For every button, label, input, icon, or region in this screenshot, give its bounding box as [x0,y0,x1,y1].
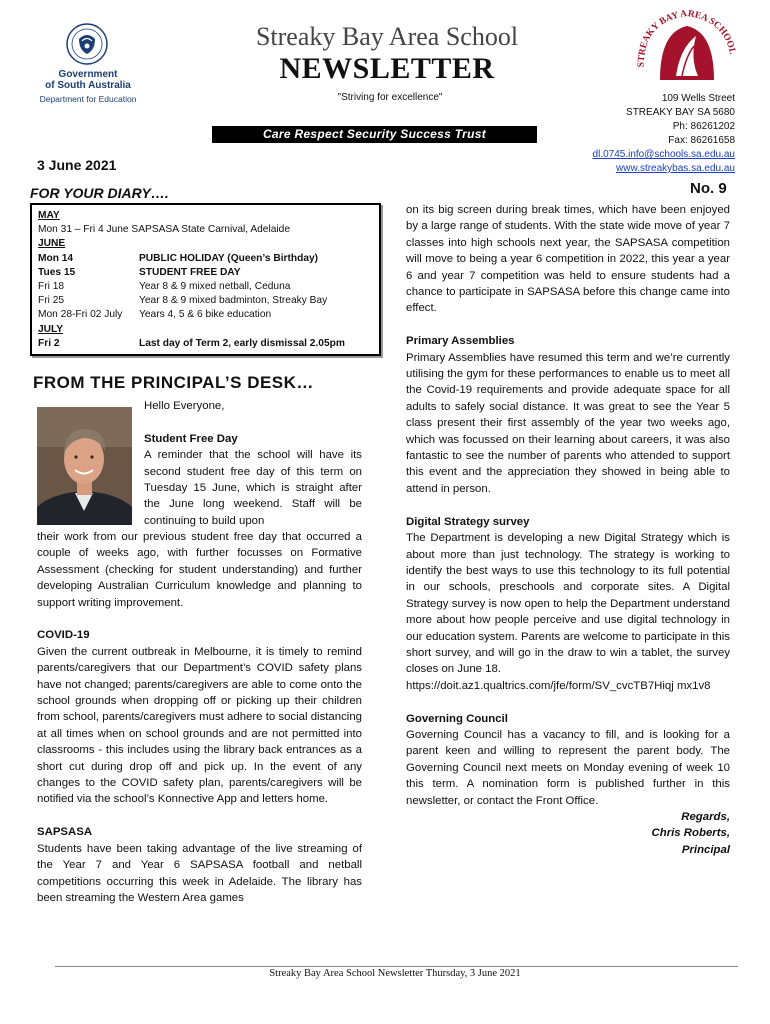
student-free-day-heading: Student Free Day [144,432,238,445]
address-phone: Ph: 86261202 [672,121,735,132]
diary-entry: Fri 25 Year 8 & 9 mixed badminton, Streaky Bay [38,295,328,307]
newsletter-title: NEWSLETTER [279,52,495,85]
newsletter-date: 3 June 2021 [37,157,117,173]
footer-divider [55,966,738,967]
principal-left-column [37,529,362,906]
principal-intro [144,398,362,529]
survey-link[interactable]: https://doit.az1.qualtrics.com/jfe/form/SV_cvcTB7Hiqj mx1v8 [406,679,711,692]
signoff-title: Principal [681,843,730,856]
covid-text: Given the current outbreak in Melbourne, it is timely to remind parents/caregivers that our Department’s COVID safety plans have not changed; parents/caregivers are able to come onto the school grounds when dropping off or picking up their children from school, parents/caregivers must adhere to social distancing at all times when on school grounds and are not permitted into classrooms - this includes using the library back entrances as a short cut during drop off and pick up. In the event of any changes to the COVID safety plan, parents/caregivers will be notified via the school’s Konnective App and letters home. [37,645,362,806]
diary-month-may: MAY [38,210,60,221]
gov-department: Department for Education [39,94,137,104]
issue-number: No. 9 [690,180,727,197]
principal-heading: FROM THE PRINCIPAL’S DESK… [33,373,314,392]
signoff-name: Chris Roberts, [651,827,730,840]
crest-icon [65,22,109,66]
sapsasa-text-cont: on its big screen during break times, which have been enjoyed by a large range of students. With the state wide move of year 7 classes into high schools next year, the SAPSASA competition will move to being a year 6 competition in 2022, this year a year 6 and year 7 competition was held to ensure students had a chance to participate in SAPSASA before this change came into effect. [406,204,730,315]
address-town: STREAKY BAY SA 5680 [626,107,735,118]
assemblies-text: Primary Assemblies have resumed this term and we’re currently utilising the gym for these performances to enable us to meet all the Covid-19 requirements and provide adequate space for all adults to safely social distance. It was great to see the Year 5 class present their first assembly of the year two weeks ago, which was focussed on their learning about careers, it was also fantastic to see the number of parents who attended to support this event and the appreciation they showed in being able to attend in person. [406,351,730,495]
principal-photo [37,407,132,525]
diary-entry: Fri 2 Last day of Term 2, early dismissal 2.05pm [38,337,345,349]
diary-entry: Fri 18 Year 8 & 9 mixed netball, Ceduna [38,281,291,293]
diary-entry: Mon 14 PUBLIC HOLIDAY (Queen’s Birthday) [38,252,319,264]
logo-lettering: STREAKY BAY AREA SCHOOL [636,10,738,68]
school-logo [630,10,745,90]
digital-strategy-heading: Digital Strategy survey [406,515,530,528]
diary-entry: Mon 28-Fri 02 July Years 4, 5 & 6 bike education [38,309,272,321]
school-motto: "Striving for excellence" [337,92,443,103]
diary-entry: Tues 15 STUDENT FREE DAY [38,266,241,278]
diary-month-june: JUNE [38,238,66,250]
address-street: 109 Wells Street [661,93,735,104]
assemblies-heading: Primary Assemblies [406,335,515,348]
covid-heading: COVID-19 [37,629,90,642]
email-link[interactable]: dl.0745.info@schools.sa.edu.au [592,149,735,160]
school-name: Streaky Bay Area School [255,22,519,51]
diary-box [30,203,381,356]
diary-entry-may: Mon 31 – Fri 4 June SAPSASA State Carnival, Adelaide [38,224,290,236]
greeting: Hello Everyone, [144,400,225,412]
diary-month-july: JULY [38,323,64,335]
gov-line1: Government [58,69,118,80]
signoff-regards: Regards, [681,810,730,823]
diary-title: FOR YOUR DIARY…. [30,185,169,201]
sapsasa-heading: SAPSASA [37,826,93,839]
gov-line2: of South Australia [45,80,131,91]
student-free-day-text: A reminder that the school will have its second student free day of this term on Tuesday 15 June, which is straight after the June long weekend. Staff will be continuing to build upon [144,449,362,527]
principal-right-column [406,202,730,858]
governing-council-text: Governing Council has a vacancy to fill, and is looking for a parent keen and willing to represent the parent body. The Governing Council next meets on Monday evening of week 10 this term. A nomination form is published further in this newsletter, or contact the Front Office. [406,728,730,807]
government-logo [38,22,138,104]
digital-strategy-text: The Department is developing a new Digital Strategy which is about more than just technology. The strategy is working to identify the best ways to use this technology to its full potential in our schools, preschools and corporate sites. A Digital Strategy survey is now open to help the Department understand more about how people perceive and use digital technology in our education system. Parents are welcome to participate in this short survey, and will go in the draw to win a tablet, the survey closes on June 18. [406,532,730,676]
website-link[interactable]: www.streakybas.sa.edu.au [616,163,735,174]
school-values-bar: Care Respect Security Success Trust [212,126,537,143]
page-footer: Streaky Bay Area School Newsletter Thursday, 3 June 2021 [269,968,521,979]
student-free-day-text-cont: their work from our previous student free day that occurred a couple of weeks ago, with further focusses on Formative Assessment (checking for student understanding) and further developing Australian Curriculum knowledge and planning to support writing improvement. [37,531,362,609]
address-fax: Fax: 86261658 [668,135,735,146]
governing-council-heading: Governing Council [406,712,508,725]
sapsasa-text: Students have been taking advantage of the live streaming of the Year 7 and Year 6 SAPSASA football and netball competitions occurring this week in Adelaide. The library has been streaming the Western Area games [37,842,362,904]
